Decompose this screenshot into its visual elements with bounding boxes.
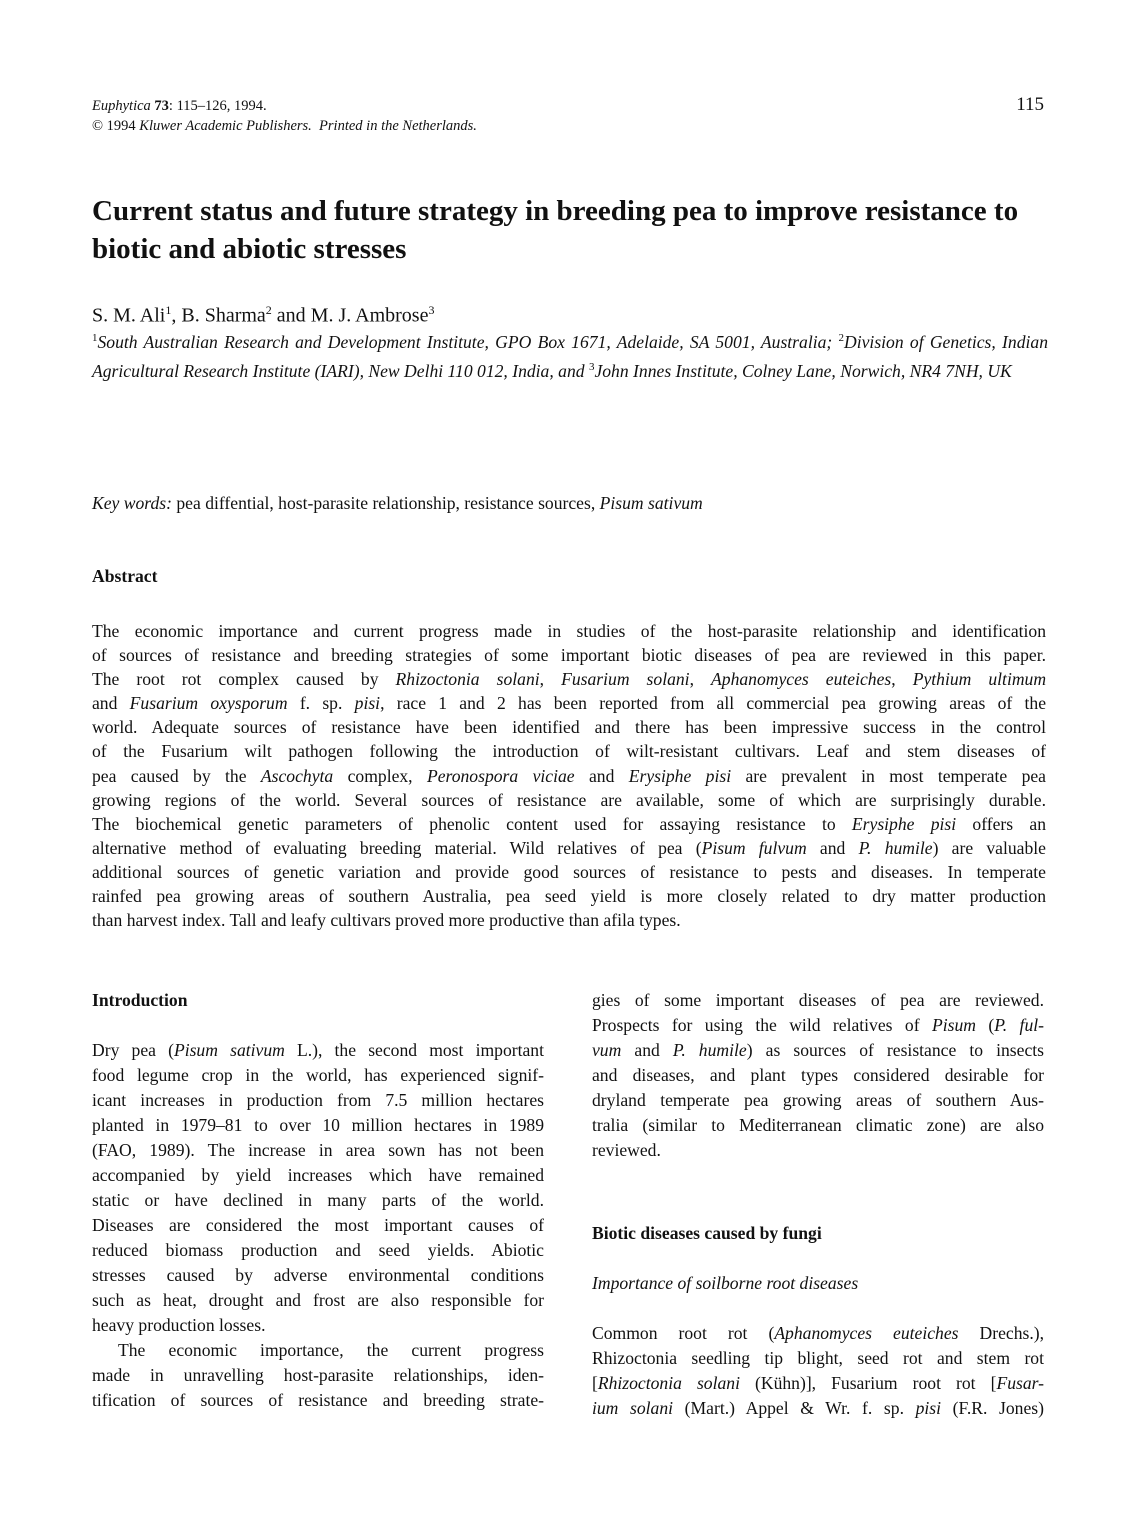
text-run: Dry pea ( xyxy=(92,1040,174,1060)
keywords-text: pea diffential, host-parasite relationship, resistance sources, xyxy=(171,493,600,513)
text-run: f. sp. xyxy=(287,693,355,714)
italic-term: P. humile xyxy=(672,1040,747,1060)
text-line xyxy=(92,715,1046,739)
keywords-italic: Pisum sativum xyxy=(599,493,703,513)
author-affiliation-mark: 1 xyxy=(165,303,172,317)
text-run: The economic importance and current progress made in studies of the host-parasite relationship and identification xyxy=(92,621,1046,641)
text-run: ) are valuable xyxy=(932,837,1046,858)
text-line xyxy=(592,1321,1044,1346)
text-line xyxy=(92,1138,544,1163)
text-run: rainfed pea growing areas of southern Australia, pea seed yield is more closely related to dry matter production xyxy=(92,886,1046,907)
italic-term: Pisum xyxy=(932,1015,976,1035)
author-affiliation-mark: 2 xyxy=(265,303,272,317)
text-run: (F.R. Jones) xyxy=(941,1398,1044,1418)
text-line xyxy=(92,643,1046,667)
text-run: and xyxy=(574,765,629,786)
text-run: Diseases are considered the most important causes of xyxy=(92,1215,544,1235)
text-run: reduced biomass production and seed yields. Abiotic xyxy=(92,1240,544,1260)
text-line xyxy=(92,1038,544,1063)
text-run: The root rot complex caused by xyxy=(92,669,396,690)
author-name: M. J. Ambrose xyxy=(310,304,429,327)
italic-term: Erysiphe pisi xyxy=(851,813,957,834)
text-line xyxy=(92,1238,544,1263)
text-run: , xyxy=(539,669,562,690)
italic-term: Rhizoctonia solani xyxy=(395,669,540,690)
biotic-diseases-heading: Biotic diseases caused by fungi xyxy=(592,1223,822,1243)
text-line xyxy=(592,1346,1044,1371)
text-run: and xyxy=(92,693,130,714)
text-run: The biochemical genetic parameters of phenolic content used for assaying resistance to xyxy=(92,813,852,834)
text-run: ( xyxy=(975,1015,995,1035)
affiliation-text: South Australian Research and Development Institute, GPO Box 1671, Adelaide, SA 5001, Australia; xyxy=(97,331,833,352)
citation-line xyxy=(92,96,477,116)
text-run: and xyxy=(806,837,859,858)
italic-term: Pisum fulvum xyxy=(701,837,807,858)
text-run: ) as sources of resistance to insects xyxy=(746,1040,1044,1060)
text-line xyxy=(592,988,1044,1013)
soilborne-subheading: Importance of soilborne root diseases xyxy=(592,1273,859,1293)
text-run: stresses caused by adverse environmental conditions xyxy=(92,1265,544,1285)
text-line xyxy=(92,1163,544,1188)
paper-title: Current status and future strategy in breeding pea to improve resistance to biotic and abiotic stresses xyxy=(92,195,1019,265)
introduction-paragraph-1 xyxy=(92,1038,544,1338)
text-line xyxy=(92,884,1046,908)
author-list xyxy=(92,297,1052,329)
text-run: world. Adequate sources of resistance have been identified and there has been impressive success in the control xyxy=(92,717,1046,738)
text-line xyxy=(92,691,1046,715)
text-line xyxy=(92,1388,544,1413)
text-line xyxy=(92,1188,544,1213)
text-line xyxy=(92,1263,544,1288)
biotic-paragraph xyxy=(592,1321,1044,1421)
text-run: heavy production losses. xyxy=(92,1315,266,1335)
text-run: offers an xyxy=(956,813,1047,834)
italic-term: Aphanomyces euteiches xyxy=(774,1323,959,1343)
text-line xyxy=(92,764,1046,788)
affiliation-text: Division of Genetics, Indian Agricultural Research Institute (IARI), New Delhi 110 012, India, and xyxy=(92,331,1048,381)
italic-term: ium solani xyxy=(592,1398,674,1418)
abstract-body xyxy=(92,619,1046,932)
italic-term: pisi xyxy=(354,693,381,714)
text-run: complex, xyxy=(333,765,427,786)
left-column xyxy=(92,988,544,1413)
introduction-paragraph-2-continued xyxy=(592,988,1044,1163)
text-run: , xyxy=(891,669,913,690)
text-run: and xyxy=(621,1040,673,1060)
text-line xyxy=(92,619,1046,643)
text-line xyxy=(92,1363,544,1388)
text-run: additional sources of genetic variation and provide good sources of resistance to pests and diseases. In temperate xyxy=(92,861,1046,882)
introduction-paragraph-2 xyxy=(92,1338,544,1413)
text-line xyxy=(92,667,1046,691)
affiliation-mark: 1 xyxy=(92,332,98,344)
italic-term: Aphanomyces euteiches xyxy=(711,669,892,690)
text-run: tralia (similar to Mediterranean climatic zone) are also xyxy=(592,1115,1044,1135)
text-run: static or have declined in many parts of the world. xyxy=(92,1190,544,1210)
italic-term: Erysiphe pisi xyxy=(628,765,732,786)
author-affiliation-mark: 3 xyxy=(428,303,435,317)
italic-term: pisi xyxy=(915,1398,942,1418)
italic-term: P. ful- xyxy=(994,1015,1044,1035)
italic-term: vum xyxy=(592,1040,622,1060)
text-run: of sources of resistance and breeding strategies of some important biotic diseases of pea are reviewed in this paper. xyxy=(92,645,1046,666)
text-line xyxy=(92,739,1046,763)
text-run: icant increases in production from 7.5 million hectares xyxy=(92,1090,544,1110)
text-run: Common root rot ( xyxy=(592,1323,775,1343)
italic-term: Ascochyta xyxy=(260,765,334,786)
text-run: alternative method of evaluating breeding material. Wild relatives of pea ( xyxy=(92,837,702,858)
italic-term: Fusarium solani xyxy=(561,669,690,690)
text-run: gies of some important diseases of pea are reviewed. xyxy=(592,990,1044,1010)
text-run: pea caused by the xyxy=(92,765,261,786)
page-number: 115 xyxy=(1016,94,1044,115)
text-run: such as heat, drought and frost are also responsible for xyxy=(92,1290,544,1310)
affiliations xyxy=(92,326,1048,384)
text-run: accompanied by yield increases which have remained xyxy=(92,1165,544,1185)
publisher-name: Kluwer Academic Publishers. xyxy=(139,118,312,134)
copyright-line xyxy=(92,116,477,136)
text-line xyxy=(592,1038,1044,1063)
text-run: than harvest index. Tall and leafy cultivars proved more productive than afila types. xyxy=(92,910,681,931)
affiliation-text: John Innes Institute, Colney Lane, Norwich, NR4 7NH, UK xyxy=(594,360,1012,381)
text-line xyxy=(92,1288,544,1313)
text-run: , xyxy=(689,669,712,690)
text-run: Prospects for using the wild relatives of xyxy=(592,1015,932,1035)
text-line xyxy=(592,1371,1044,1396)
text-run: tification of sources of resistance and breeding strate- xyxy=(92,1390,544,1410)
text-line xyxy=(92,788,1046,812)
italic-term: Rhizoctonia solani xyxy=(597,1373,740,1393)
text-line xyxy=(592,1113,1044,1138)
text-line xyxy=(592,1063,1044,1088)
journal-volume: 73 xyxy=(154,98,169,114)
italic-term: Fusarium oxysporum xyxy=(129,693,288,714)
journal-name: Euphytica xyxy=(92,98,151,114)
text-line xyxy=(592,1138,1044,1163)
copyright-year: © 1994 xyxy=(92,118,136,134)
text-run: planted in 1979–81 to over 10 million hectares in 1989 xyxy=(92,1115,544,1135)
text-line xyxy=(92,860,1046,884)
text-line xyxy=(92,1063,544,1088)
text-run: (Kühn)], Fusarium root rot [ xyxy=(739,1373,997,1393)
affiliation-mark: 2 xyxy=(838,332,845,344)
text-run: (Mart.) Appel & Wr. f. sp. xyxy=(673,1398,916,1418)
text-run: growing regions of the world. Several sources of resistance are available, some of which are surprisingly durable. xyxy=(92,789,1046,810)
author-separator: , xyxy=(171,304,182,327)
printed-note: Printed in the Netherlands. xyxy=(319,118,477,134)
italic-term: Peronospora viciae xyxy=(426,765,575,786)
text-line xyxy=(92,1088,544,1113)
text-run: Rhizoctonia seedling tip blight, seed rot and stem rot xyxy=(592,1348,1044,1368)
journal-header xyxy=(92,96,477,136)
affiliation-mark: 3 xyxy=(588,360,595,373)
text-run: (FAO, 1989). The increase in area sown has not been xyxy=(92,1140,544,1160)
author-name: B. Sharma xyxy=(181,304,266,327)
author-name: S. M. Ali xyxy=(92,304,166,327)
text-line xyxy=(92,1338,544,1363)
text-line xyxy=(592,1013,1044,1038)
text-run: and diseases, and plant types considered desirable for xyxy=(592,1065,1044,1085)
text-run: reviewed. xyxy=(592,1140,661,1160)
journal-pages: : 115–126, 1994. xyxy=(168,98,267,114)
text-line xyxy=(92,908,1046,932)
text-run: Drechs.), xyxy=(958,1323,1045,1343)
text-run: , race 1 and 2 has been reported from all commercial pea growing areas of the xyxy=(380,693,1047,714)
keywords-label: Key words: xyxy=(92,493,172,513)
text-run: dryland temperate pea growing areas of southern Aus- xyxy=(592,1090,1044,1110)
text-run: [ xyxy=(592,1373,598,1393)
text-run: of the Fusarium wilt pathogen following the introduction of wilt-resistant cultivars. Leaf and stem diseases of xyxy=(92,741,1046,762)
text-run: L.), the second most important xyxy=(284,1040,544,1060)
text-line xyxy=(592,1396,1044,1421)
italic-term: Fusar- xyxy=(996,1373,1044,1393)
text-line xyxy=(92,812,1046,836)
right-column xyxy=(592,988,1044,1421)
keywords xyxy=(92,491,1052,515)
text-run: made in unravelling host-parasite relationships, iden- xyxy=(92,1365,544,1385)
text-line xyxy=(92,1313,544,1338)
italic-term: Pisum sativum xyxy=(173,1040,285,1060)
author-separator: and xyxy=(271,304,311,327)
abstract-heading: Abstract xyxy=(92,566,158,586)
text-line xyxy=(592,1088,1044,1113)
text-line xyxy=(92,836,1046,860)
introduction-heading: Introduction xyxy=(92,990,188,1010)
text-run: The economic importance, the current progress xyxy=(118,1340,544,1360)
text-line xyxy=(92,1213,544,1238)
italic-term: Pythium ultimum xyxy=(912,669,1047,690)
text-line xyxy=(92,1113,544,1138)
text-run: food legume crop in the world, has experienced signif- xyxy=(92,1065,544,1085)
text-run: are prevalent in most temperate pea xyxy=(731,765,1046,786)
italic-term: P. humile xyxy=(858,837,933,858)
